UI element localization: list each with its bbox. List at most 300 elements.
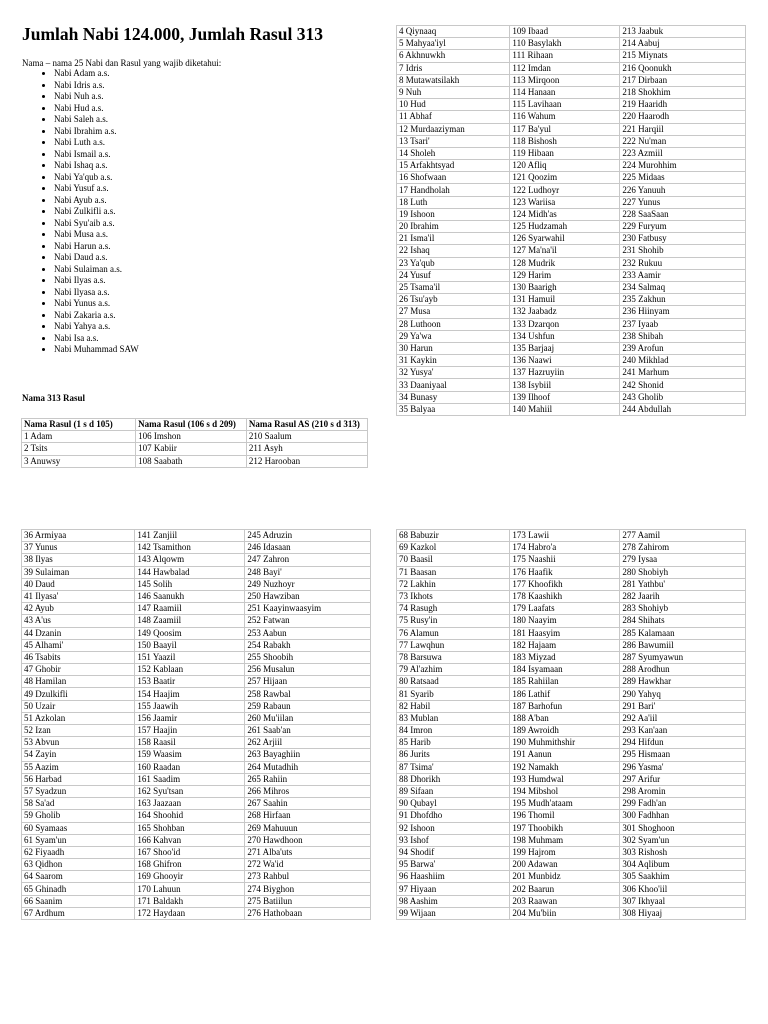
column-header: Nama Rasul (1 s d 105)	[22, 419, 136, 431]
table-cell: 42 Ayub	[22, 603, 135, 615]
column-header: Nama Rasul AS (210 s d 313)	[246, 419, 367, 431]
table-cell: 98 Aashim	[397, 895, 510, 907]
table-cell: 53 Abvun	[22, 737, 135, 749]
table-cell: 40 Daud	[22, 578, 135, 590]
table-cell: 34 Bunasy	[397, 391, 510, 403]
table-row	[22, 749, 371, 761]
table-cell: 183 Miyzad	[510, 651, 620, 663]
table-row	[22, 688, 371, 700]
table-cell: 72 Lakhin	[397, 578, 510, 590]
table-row	[397, 700, 746, 712]
table-cell: 118 Bishosh	[510, 135, 620, 147]
table-cell: 211 Asyh	[246, 443, 367, 455]
table-cell: 169 Ghooyir	[135, 871, 245, 883]
table-cell: 22 Ishaq	[397, 245, 510, 257]
table-cell: 184 Isyamaan	[510, 664, 620, 676]
table-cell: 240 Mikhlad	[620, 355, 746, 367]
table-cell: 35 Balyaa	[397, 403, 510, 415]
table-cell: 196 Thomil	[510, 810, 620, 822]
table-cell: 77 Lawqhun	[397, 639, 510, 651]
table-cell: 179 Laafats	[510, 603, 620, 615]
table-cell: 302 Syam'un	[620, 834, 746, 846]
table-cell: 150 Baayil	[135, 639, 245, 651]
table-cell: 247 Zahron	[245, 554, 371, 566]
table-cell: 239 Arofun	[620, 342, 746, 354]
table-cell: 28 Luthoon	[397, 318, 510, 330]
table-cell: 79 Al'azhim	[397, 664, 510, 676]
table-cell: 296 Yasma'	[620, 761, 746, 773]
table-cell: 141 Zanjiil	[135, 530, 245, 542]
table-cell: 223 Azmiil	[620, 147, 746, 159]
table-cell: 175 Naashii	[510, 554, 620, 566]
table-cell: 297 Arifur	[620, 773, 746, 785]
table-row	[22, 590, 371, 602]
table-cell: 170 Lahuun	[135, 883, 245, 895]
table-cell: 261 Saab'an	[245, 725, 371, 737]
table-cell: 38 Ilyas	[22, 554, 135, 566]
table-row	[397, 367, 746, 379]
table-cell: 245 Adruzin	[245, 530, 371, 542]
table-cell: 201 Munbidz	[510, 871, 620, 883]
table-cell: 225 Midaas	[620, 172, 746, 184]
table-row	[397, 269, 746, 281]
table-row	[397, 123, 746, 135]
table-cell: 217 Dirbaan	[620, 74, 746, 86]
table-cell: 242 Shonid	[620, 379, 746, 391]
table-cell: 139 Ilhoof	[510, 391, 620, 403]
table-cell: 197 Thoobikh	[510, 822, 620, 834]
table-cell: 147 Raamiil	[135, 603, 245, 615]
nabi-list	[22, 68, 139, 356]
table-row	[397, 342, 746, 354]
nabi-list-item: • Nabi Syu'aib a.s.	[54, 218, 139, 230]
table-cell: 68 Babuzir	[397, 530, 510, 542]
nabi-list-item: • Nabi Yahya a.s.	[54, 321, 139, 333]
table-cell: 59 Gholib	[22, 810, 135, 822]
table-cell: 166 Kahvan	[135, 834, 245, 846]
table-cell: 231 Shohib	[620, 245, 746, 257]
table-cell: 204 Mu'biin	[510, 907, 620, 919]
nabi-list-item: • Nabi Zakaria a.s.	[54, 310, 139, 322]
table-cell: 126 Syarwahil	[510, 233, 620, 245]
table-cell: 234 Salmaq	[620, 281, 746, 293]
table-row	[22, 883, 371, 895]
table-row	[397, 554, 746, 566]
table-row	[22, 895, 371, 907]
rasul-table-1	[21, 418, 368, 468]
table-row	[397, 403, 746, 415]
table-row	[397, 86, 746, 98]
table-cell: 82 Habil	[397, 700, 510, 712]
table-cell: 5 Mahyaa'iyl	[397, 38, 510, 50]
table-row	[397, 99, 746, 111]
table-row	[397, 38, 746, 50]
table-cell: 188 A'ban	[510, 712, 620, 724]
table-row	[22, 455, 368, 467]
table-cell: 78 Barsuwa	[397, 651, 510, 663]
table-cell: 86 Jurits	[397, 749, 510, 761]
table-cell: 45 Alhami'	[22, 639, 135, 651]
table-cell: 284 Shihats	[620, 615, 746, 627]
table-cell: 227 Yunus	[620, 196, 746, 208]
table-cell: 80 Ratsaad	[397, 676, 510, 688]
table-header-row	[22, 419, 368, 431]
table-cell: 75 Rusy'in	[397, 615, 510, 627]
table-cell: 29 Ya'wa	[397, 330, 510, 342]
table-cell: 233 Aamir	[620, 269, 746, 281]
table-row	[22, 676, 371, 688]
table-row	[397, 798, 746, 810]
table-cell: 8 Mutawatsilakh	[397, 74, 510, 86]
table-cell: 26 Tsu'ayb	[397, 294, 510, 306]
table-cell: 146 Saanukh	[135, 590, 245, 602]
table-row	[397, 725, 746, 737]
table-cell: 36 Armiyaa	[22, 530, 135, 542]
table-cell: 137 Hazruyiin	[510, 367, 620, 379]
table-cell: 18 Luth	[397, 196, 510, 208]
table-row	[397, 160, 746, 172]
table-cell: 43 A'us	[22, 615, 135, 627]
table-row	[397, 147, 746, 159]
table-row	[22, 603, 371, 615]
table-cell: 132 Jaabadz	[510, 306, 620, 318]
table-cell: 90 Qubayl	[397, 798, 510, 810]
table-cell: 95 Barwa'	[397, 859, 510, 871]
table-cell: 286 Bawumiil	[620, 639, 746, 651]
table-cell: 238 Shibah	[620, 330, 746, 342]
table-cell: 264 Mutadhih	[245, 761, 371, 773]
table-row	[22, 846, 371, 858]
table-cell: 226 Yanuuh	[620, 184, 746, 196]
table-cell: 31 Kaykin	[397, 355, 510, 367]
table-row	[22, 712, 371, 724]
table-row	[397, 810, 746, 822]
table-row	[397, 883, 746, 895]
table-row	[22, 810, 371, 822]
table-cell: 106 Imshon	[136, 431, 247, 443]
table-row	[397, 257, 746, 269]
table-cell: 7 Idris	[397, 62, 510, 74]
table-cell: 191 Aanun	[510, 749, 620, 761]
table-cell: 229 Furyum	[620, 221, 746, 233]
table-row	[397, 846, 746, 858]
table-cell: 163 Jaazaan	[135, 798, 245, 810]
table-cell: 2 Tsits	[22, 443, 136, 455]
table-cell: 93 Ishof	[397, 834, 510, 846]
table-cell: 280 Shobiyh	[620, 566, 746, 578]
table-cell: 114 Hanaan	[510, 86, 620, 98]
intro-text: Nama – nama 25 Nabi dan Rasul yang wajib diketahui:	[22, 58, 222, 68]
table-cell: 107 Kabiir	[136, 443, 247, 455]
table-cell: 210 Saalum	[246, 431, 367, 443]
table-cell: 10 Hud	[397, 99, 510, 111]
table-cell: 220 Haarodh	[620, 111, 746, 123]
table-row	[397, 355, 746, 367]
table-cell: 138 Isybiil	[510, 379, 620, 391]
table-row	[397, 773, 746, 785]
table-row	[397, 603, 746, 615]
table-cell: 115 Lavihaan	[510, 99, 620, 111]
table-row	[22, 725, 371, 737]
table-cell: 164 Shoohid	[135, 810, 245, 822]
table-cell: 158 Raasil	[135, 737, 245, 749]
table-row	[397, 135, 746, 147]
table-cell: 278 Zahirom	[620, 542, 746, 554]
table-cell: 151 Yaazil	[135, 651, 245, 663]
table-row	[22, 871, 371, 883]
table-cell: 12 Murdaaziyman	[397, 123, 510, 135]
table-cell: 248 Bayi'	[245, 566, 371, 578]
table-cell: 272 Wa'id	[245, 859, 371, 871]
table-cell: 294 Hifdun	[620, 737, 746, 749]
table-cell: 221 Harqiil	[620, 123, 746, 135]
table-cell: 200 Adawan	[510, 859, 620, 871]
table-cell: 252 Fatwan	[245, 615, 371, 627]
table-cell: 66 Saanim	[22, 895, 135, 907]
table-row	[397, 627, 746, 639]
table-cell: 182 Hajaam	[510, 639, 620, 651]
rasul-table-2	[396, 25, 746, 416]
table-row	[22, 627, 371, 639]
table-cell: 304 Aqlibum	[620, 859, 746, 871]
table-cell: 308 Hiyaaj	[620, 907, 746, 919]
table-cell: 33 Daaniyaal	[397, 379, 510, 391]
table-cell: 216 Qoonukh	[620, 62, 746, 74]
table-row	[397, 688, 746, 700]
table-cell: 117 Ba'yul	[510, 123, 620, 135]
table-row	[22, 737, 371, 749]
table-cell: 4 Qiynaaq	[397, 26, 510, 38]
table-cell: 172 Haydaan	[135, 907, 245, 919]
table-cell: 155 Jaawih	[135, 700, 245, 712]
table-row	[397, 785, 746, 797]
table-cell: 152 Kablaan	[135, 664, 245, 676]
table-cell: 20 Ibrahim	[397, 221, 510, 233]
table-cell: 256 Musalun	[245, 664, 371, 676]
table-cell: 174 Habro'a	[510, 542, 620, 554]
table-cell: 55 Aazim	[22, 761, 135, 773]
table-cell: 253 Aabun	[245, 627, 371, 639]
table-cell: 282 Jaarih	[620, 590, 746, 602]
table-cell: 222 Nu'man	[620, 135, 746, 147]
table-cell: 99 Wijaan	[397, 907, 510, 919]
table-cell: 269 Mahuuun	[245, 822, 371, 834]
table-cell: 116 Wahum	[510, 111, 620, 123]
table-row	[397, 749, 746, 761]
table-row	[397, 578, 746, 590]
table-cell: 262 Arjiil	[245, 737, 371, 749]
table-row	[22, 431, 368, 443]
table-cell: 119 Hibaan	[510, 147, 620, 159]
table-cell: 203 Raawan	[510, 895, 620, 907]
table-cell: 135 Barjaaj	[510, 342, 620, 354]
table-cell: 232 Rukuu	[620, 257, 746, 269]
table-cell: 276 Hathobaan	[245, 907, 371, 919]
table-cell: 185 Rahiilan	[510, 676, 620, 688]
page-title: Jumlah Nabi 124.000, Jumlah Rasul 313	[22, 24, 323, 44]
table-row	[397, 530, 746, 542]
table-cell: 13 Tsari'	[397, 135, 510, 147]
table-cell: 67 Ardhum	[22, 907, 135, 919]
table-row	[22, 773, 371, 785]
nabi-list-item: • Nabi Ishaq a.s.	[54, 160, 139, 172]
table-row	[22, 651, 371, 663]
table-cell: 15 Arfakhtsyad	[397, 160, 510, 172]
table-row	[22, 566, 371, 578]
table-cell: 266 Mihros	[245, 785, 371, 797]
table-cell: 199 Hajrom	[510, 846, 620, 858]
table-row	[397, 26, 746, 38]
table-cell: 249 Nuzhoyr	[245, 578, 371, 590]
table-row	[22, 859, 371, 871]
table-row	[397, 590, 746, 602]
table-cell: 16 Shofwaan	[397, 172, 510, 184]
nabi-list-item: • Nabi Daud a.s.	[54, 252, 139, 264]
table-cell: 145 Solih	[135, 578, 245, 590]
table-cell: 270 Hawdhoon	[245, 834, 371, 846]
table-row	[397, 184, 746, 196]
nabi-list-item: • Nabi Yunus a.s.	[54, 298, 139, 310]
table-cell: 298 Aromin	[620, 785, 746, 797]
table-cell: 305 Saakhim	[620, 871, 746, 883]
table-row	[397, 761, 746, 773]
table-row	[22, 443, 368, 455]
table-cell: 255 Shoobih	[245, 651, 371, 663]
table-row	[22, 834, 371, 846]
table-cell: 108 Saabath	[136, 455, 247, 467]
table-cell: 244 Abdullah	[620, 403, 746, 415]
table-cell: 46 Tsabits	[22, 651, 135, 663]
table-cell: 140 Mahiil	[510, 403, 620, 415]
table-cell: 62 Fiyaadh	[22, 846, 135, 858]
nabi-list-item: • Nabi Ilyas a.s.	[54, 275, 139, 287]
table-cell: 51 Azkolan	[22, 712, 135, 724]
table-cell: 96 Haashiim	[397, 871, 510, 883]
table-cell: 64 Saarom	[22, 871, 135, 883]
table-cell: 259 Rabaun	[245, 700, 371, 712]
table-cell: 303 Rishosh	[620, 846, 746, 858]
table-cell: 215 Miynats	[620, 50, 746, 62]
table-row	[22, 761, 371, 773]
table-cell: 159 Waasim	[135, 749, 245, 761]
table-cell: 30 Harun	[397, 342, 510, 354]
table-row	[397, 542, 746, 554]
table-cell: 281 Yathbu'	[620, 578, 746, 590]
table-cell: 186 Lathif	[510, 688, 620, 700]
table-cell: 283 Shohiyb	[620, 603, 746, 615]
table-cell: 176 Haafik	[510, 566, 620, 578]
table-cell: 161 Saadim	[135, 773, 245, 785]
table-cell: 306 Khoo'iil	[620, 883, 746, 895]
table-cell: 230 Fatbusy	[620, 233, 746, 245]
table-cell: 63 Qidhon	[22, 859, 135, 871]
table-cell: 58 Sa'ad	[22, 798, 135, 810]
table-cell: 136 Naawi	[510, 355, 620, 367]
table-cell: 112 Imdan	[510, 62, 620, 74]
table-cell: 52 Izan	[22, 725, 135, 737]
table-cell: 81 Syarib	[397, 688, 510, 700]
table-cell: 162 Syu'tsan	[135, 785, 245, 797]
nabi-list-item: • Nabi Yusuf a.s.	[54, 183, 139, 195]
table-cell: 32 Yusya'	[397, 367, 510, 379]
table-cell: 178 Kaashikh	[510, 590, 620, 602]
table-row	[397, 895, 746, 907]
table-cell: 235 Zakhun	[620, 294, 746, 306]
table-cell: 49 Dzulkifli	[22, 688, 135, 700]
table-cell: 212 Harooban	[246, 455, 367, 467]
table-cell: 275 Batiilun	[245, 895, 371, 907]
table-row	[397, 318, 746, 330]
table-row	[22, 615, 371, 627]
table-cell: 194 Mibshol	[510, 785, 620, 797]
table-cell: 142 Tsamithon	[135, 542, 245, 554]
table-cell: 109 Ibaad	[510, 26, 620, 38]
nabi-list-item: • Nabi Adam a.s.	[54, 68, 139, 80]
table-row	[397, 651, 746, 663]
table-row	[22, 578, 371, 590]
table-cell: 190 Muhmithshir	[510, 737, 620, 749]
table-cell: 165 Shohban	[135, 822, 245, 834]
table-row	[397, 172, 746, 184]
table-cell: 89 Sifaan	[397, 785, 510, 797]
table-cell: 236 Hiinyam	[620, 306, 746, 318]
table-cell: 267 Saahin	[245, 798, 371, 810]
table-row	[22, 785, 371, 797]
table-cell: 192 Namakh	[510, 761, 620, 773]
table-cell: 39 Sulaiman	[22, 566, 135, 578]
table-cell: 260 Mu'iilan	[245, 712, 371, 724]
table-cell: 181 Haasyim	[510, 627, 620, 639]
table-cell: 265 Rahiin	[245, 773, 371, 785]
table-cell: 274 Biyghon	[245, 883, 371, 895]
table-cell: 277 Aamil	[620, 530, 746, 542]
table-cell: 279 Iysaa	[620, 554, 746, 566]
table-cell: 160 Raadan	[135, 761, 245, 773]
table-cell: 84 Imron	[397, 725, 510, 737]
table-cell: 85 Harib	[397, 737, 510, 749]
table-cell: 76 Alamun	[397, 627, 510, 639]
table-cell: 301 Shoghoon	[620, 822, 746, 834]
table-cell: 202 Baarun	[510, 883, 620, 895]
table-cell: 258 Rawbal	[245, 688, 371, 700]
table-cell: 111 Rihaan	[510, 50, 620, 62]
table-cell: 300 Fadhhan	[620, 810, 746, 822]
table-cell: 307 Ikhyaal	[620, 895, 746, 907]
table-row	[22, 530, 371, 542]
table-row	[397, 245, 746, 257]
table-row	[397, 233, 746, 245]
nabi-list-item: • Nabi Ismail a.s.	[54, 149, 139, 161]
table-row	[397, 221, 746, 233]
table-cell: 171 Baldakh	[135, 895, 245, 907]
nabi-list-item: • Nabi Isa a.s.	[54, 333, 139, 345]
table-row	[397, 566, 746, 578]
table-cell: 44 Dzanin	[22, 627, 135, 639]
table-row	[22, 822, 371, 834]
table-cell: 24 Yusuf	[397, 269, 510, 281]
table-cell: 148 Zaamiil	[135, 615, 245, 627]
table-cell: 292 Aa'iil	[620, 712, 746, 724]
table-row	[397, 74, 746, 86]
table-cell: 6 Akhnuwkh	[397, 50, 510, 62]
table-cell: 224 Murohhim	[620, 160, 746, 172]
table-cell: 27 Musa	[397, 306, 510, 318]
table-cell: 273 Rahbul	[245, 871, 371, 883]
table-cell: 14 Sholeh	[397, 147, 510, 159]
table-cell: 257 Hijaan	[245, 676, 371, 688]
table-cell: 154 Haajim	[135, 688, 245, 700]
table-cell: 120 Afliq	[510, 160, 620, 172]
